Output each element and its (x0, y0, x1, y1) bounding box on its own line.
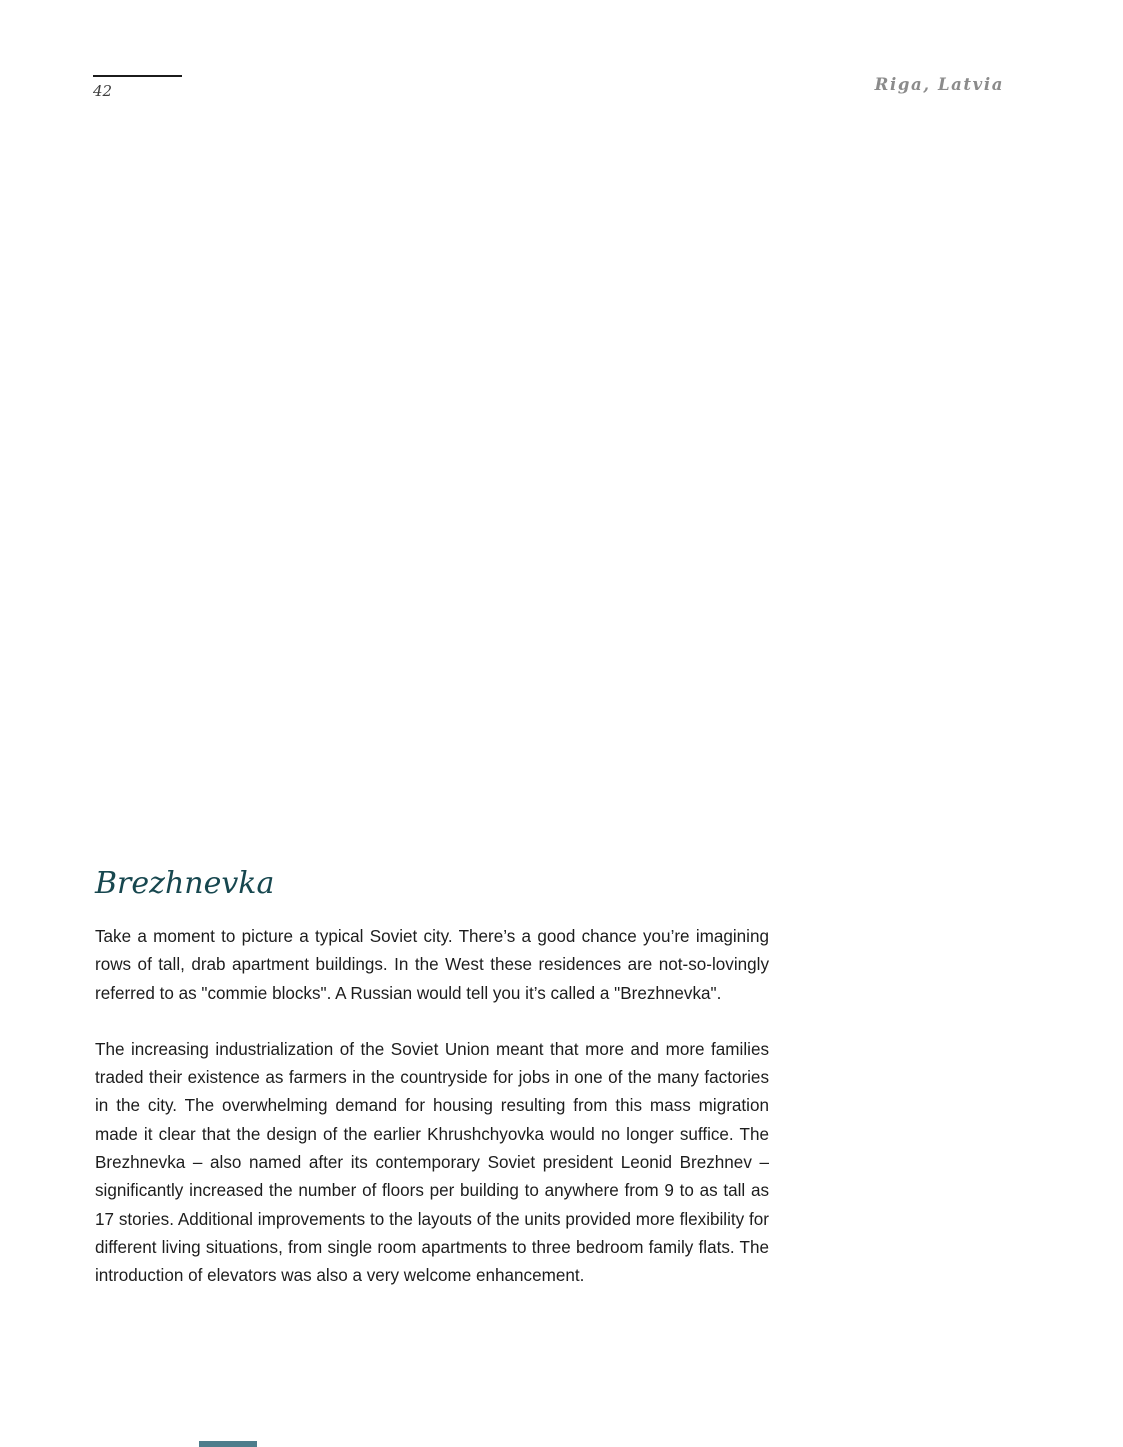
header-rule (93, 75, 182, 77)
paragraph-intro: Take a moment to picture a typical Soviet city. There’s a good chance you’re imagining rows of tall, drab apartment buildings. In the West these residences are not-so-lovingly referred to as "commie blocks". A Russian would tell you it’s called a "Brezhnevka". (95, 927, 769, 1003)
paragraph-history: The increasing industrialization of the Soviet Union meant that more and more families traded their existence as farmers in the countryside for jobs in one of the many factories in the city. The overwhelming demand for housing resulting from this mass migration made it clear that the design of the earlier Khrushchyovka would no longer suffice. The Brezhnevka – also named after its contemporary Soviet president Leonid Brezhnev – significantly increased the number of floors per building to anywhere from 9 to as tall as 17 stories. Additional improvements to the layouts of the units provided more flexibility for different living situations, from single room apartments to three bedroom family flats. The introduction of elevators was also a very welcome enhancement. (95, 1039, 769, 1286)
body-copy (95, 923, 769, 1319)
running-head-title: Riga, Latvia (874, 75, 1004, 94)
bottom-page-decoration (199, 1441, 257, 1447)
page-number: 42 (93, 82, 113, 100)
section-title: Brezhnevka (95, 866, 275, 901)
